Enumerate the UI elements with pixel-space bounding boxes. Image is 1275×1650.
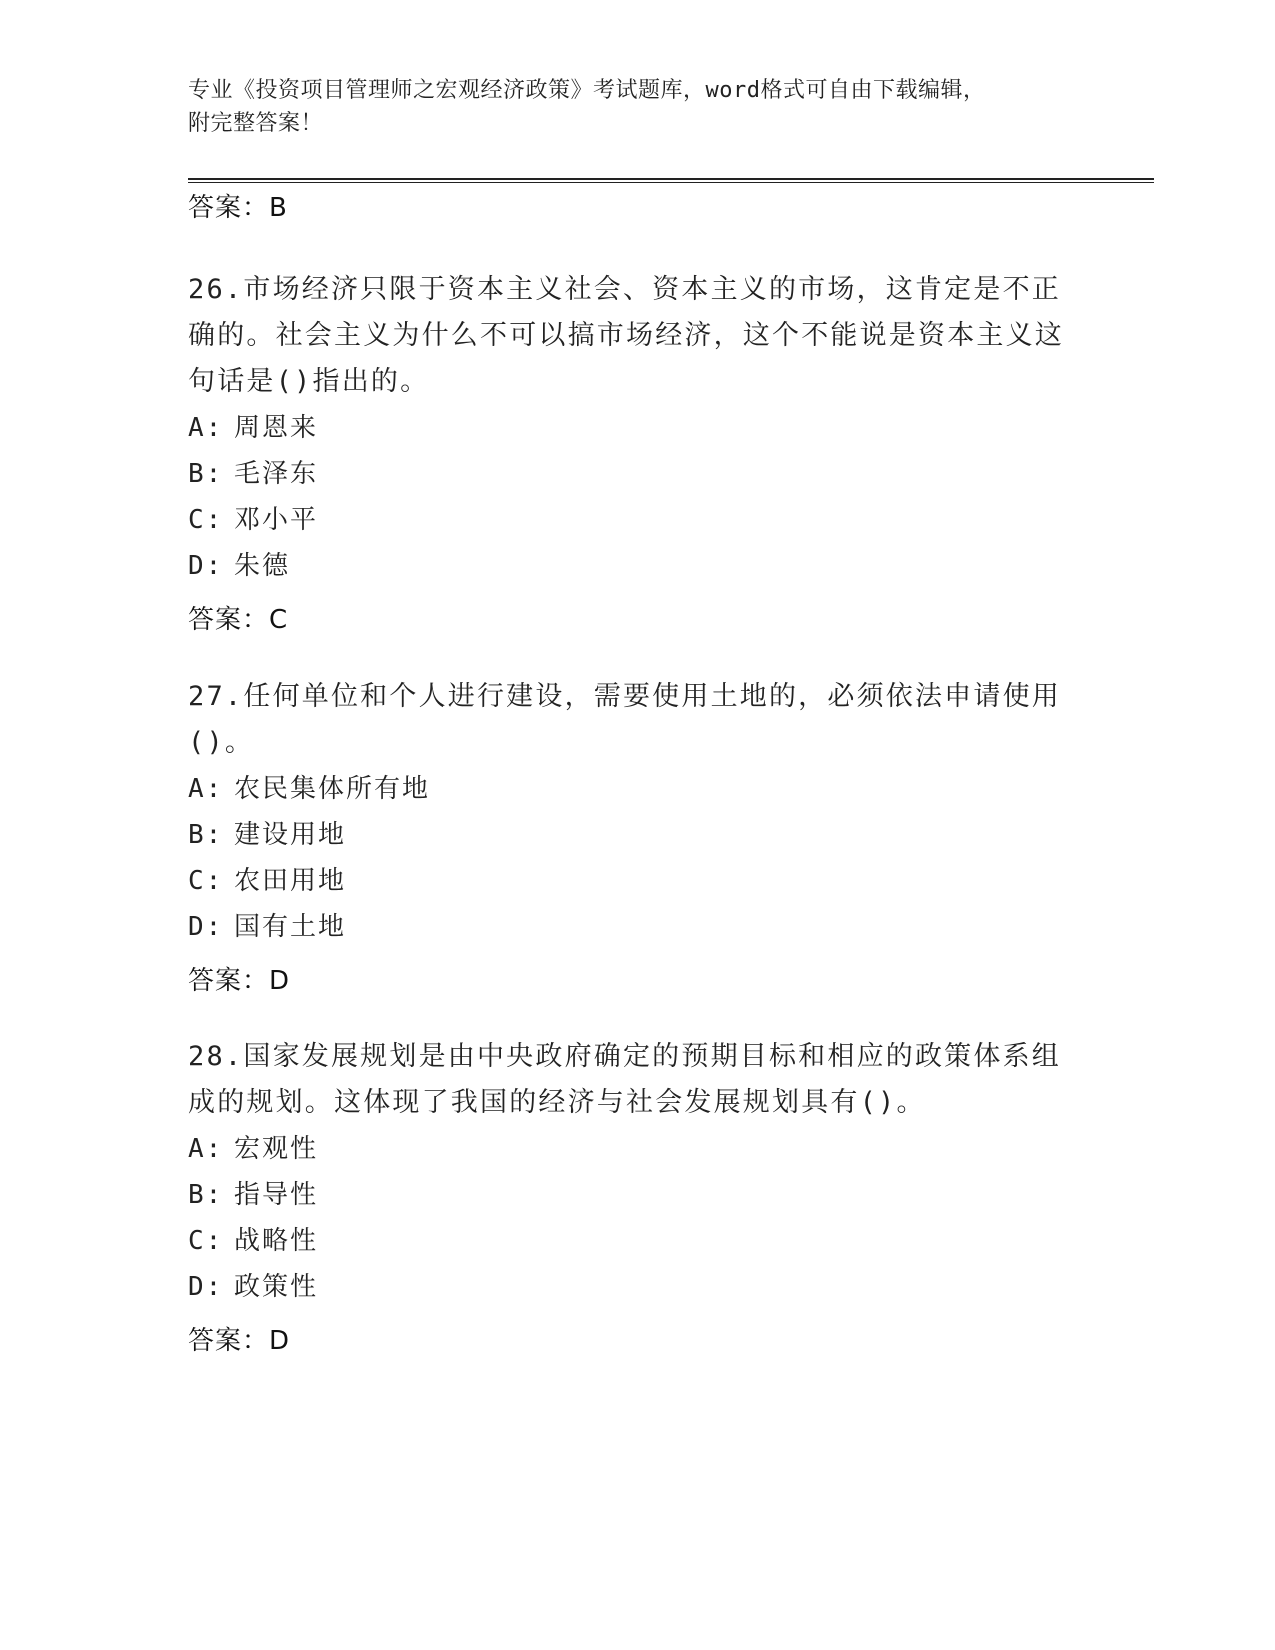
option-text: 宏观性 xyxy=(234,1134,319,1164)
option-key: C: xyxy=(188,505,224,535)
question-text: 26.市场经济只限于资本主义社会、资本主义的市场，这肯定是不正确的。社会主义为什么不可以搞市场经济，这个不能说是资本主义这句话是()指出的。 xyxy=(188,274,1064,397)
option-text: 农田用地 xyxy=(234,866,347,896)
option-b xyxy=(188,1172,1088,1218)
option-text: 毛泽东 xyxy=(234,459,319,489)
header-divider xyxy=(188,178,1154,183)
question-28 xyxy=(188,1034,1088,1310)
option-key: D: xyxy=(188,551,224,581)
previous-answer: 答案：B xyxy=(188,193,288,223)
option-a xyxy=(188,405,1088,451)
option-text: 邓小平 xyxy=(234,505,319,535)
option-text: 农民集体所有地 xyxy=(234,774,431,804)
option-a xyxy=(188,766,1088,812)
option-d xyxy=(188,543,1088,589)
question-text: 28.国家发展规划是由中央政府确定的预期目标和相应的政策体系组成的规划。这体现了我国的经济与社会发展规划具有()。 xyxy=(188,1041,1061,1118)
option-d xyxy=(188,1264,1088,1310)
option-key: D: xyxy=(188,912,224,942)
question-text: 27.任何单位和个人进行建设，需要使用土地的，必须依法申请使用()。 xyxy=(188,681,1061,758)
option-key: A: xyxy=(188,1134,224,1164)
option-text: 朱德 xyxy=(234,551,291,581)
option-key: A: xyxy=(188,413,224,443)
question-26 xyxy=(188,267,1088,589)
option-text: 指导性 xyxy=(234,1180,319,1210)
option-text: 周恩来 xyxy=(234,413,319,443)
document-header xyxy=(188,74,1068,140)
option-text: 国有土地 xyxy=(234,912,347,942)
option-c xyxy=(188,858,1088,904)
question-27 xyxy=(188,674,1088,950)
option-key: B: xyxy=(188,820,224,850)
option-key: B: xyxy=(188,459,224,489)
option-c xyxy=(188,497,1088,543)
header-line-2: 附完整答案！ xyxy=(188,111,324,136)
option-key: A: xyxy=(188,774,224,804)
option-text: 建设用地 xyxy=(234,820,347,850)
option-key: C: xyxy=(188,866,224,896)
option-b xyxy=(188,451,1088,497)
answer-28: 答案：D xyxy=(188,1326,291,1356)
option-key: C: xyxy=(188,1226,224,1256)
option-a xyxy=(188,1126,1088,1172)
option-b xyxy=(188,812,1088,858)
option-text: 战略性 xyxy=(234,1226,319,1256)
option-c xyxy=(188,1218,1088,1264)
option-key: D: xyxy=(188,1272,224,1302)
header-line-1: 专业《投资项目管理师之宏观经济政策》考试题库，word格式可自由下载编辑， xyxy=(188,78,986,103)
answer-26: 答案：C xyxy=(188,605,289,635)
answer-27: 答案：D xyxy=(188,966,291,996)
option-key: B: xyxy=(188,1180,224,1210)
option-d xyxy=(188,904,1088,950)
option-text: 政策性 xyxy=(234,1272,319,1302)
